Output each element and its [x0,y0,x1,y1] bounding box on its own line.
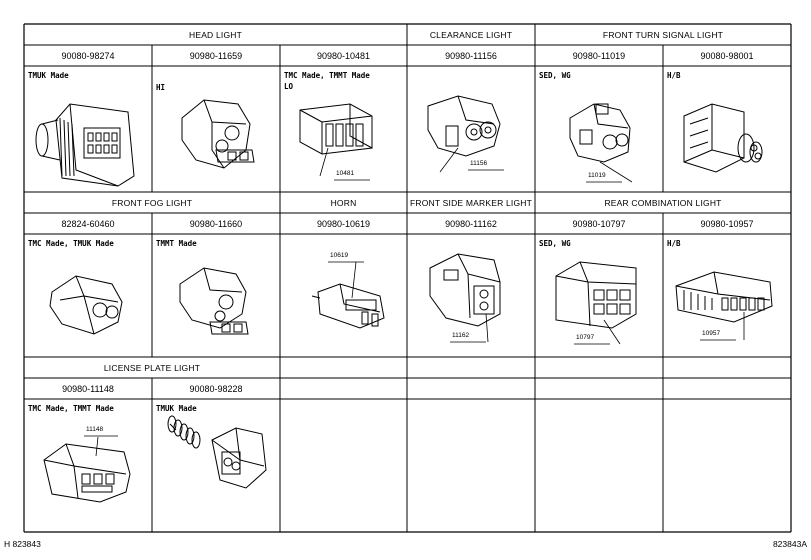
section-header [663,357,791,378]
connector-90980-11660 [180,268,248,334]
callout-code: 10957 [702,330,721,337]
part-number [663,378,791,399]
part-number: 90980-11019 [572,50,626,61]
part-callout [328,262,364,298]
variant-note: HI [156,83,166,92]
section-header: FRONT SIDE MARKER LIGHT [409,197,533,208]
connector-90080-98228 [168,416,266,488]
connector-90980-10619 [312,284,384,328]
variant-note: TMUK Made [28,71,69,80]
callout-code: 10481 [336,170,355,177]
connector-90080-98001 [684,104,762,172]
part-callout [84,436,118,456]
section-header: HEAD LIGHT [188,29,242,40]
variant-note: SED, WG [539,71,571,80]
part-number: 90980-10797 [572,218,626,229]
part-number [280,378,407,399]
section-header [407,357,535,378]
part-number [535,378,663,399]
footer-left-code: H 823843 [4,539,41,549]
variant-note: TMC Made, TMUK Made [28,239,114,248]
connector-90980-11162 [430,254,500,326]
connector-90980-11148 [44,444,130,502]
callout-code: 11162 [452,332,470,339]
part-number: 90980-10957 [700,218,754,229]
part-number: 90980-11148 [62,383,114,394]
connector-90980-11156 [428,96,500,156]
part-number [407,378,535,399]
part-number: 90980-10481 [316,50,371,61]
callout-code: 11148 [86,426,104,433]
variant-note: TMMT Made [156,239,197,248]
variant-note: TMUK Made [156,404,197,413]
callout-code: 10797 [576,334,595,341]
connector-90980-11659 [182,100,254,168]
callout-code: 11156 [470,160,488,167]
variant-note: H/B [667,239,681,248]
variant-note: TMC Made, TMMT Made [284,71,370,80]
part-number: 90980-11162 [445,218,497,229]
part-number: 90980-11659 [189,50,243,61]
part-number: 90080-98274 [61,50,115,61]
footer-right-code: 823843A [772,539,807,549]
connector-90980-10481 [300,104,372,154]
part-number: 90080-98001 [700,50,754,61]
variant-note: TMC Made, TMMT Made [28,404,114,413]
section-header: FRONT TURN SIGNAL LIGHT [602,29,724,40]
callout-code: 11019 [588,172,606,179]
variant-note: H/B [667,71,681,80]
section-header [535,357,663,378]
section-header: LICENSE PLATE LIGHT [103,362,201,373]
connector-82824-60460 [50,276,122,334]
part-number: 82824-60460 [61,218,115,229]
connector-90980-10797 [556,262,636,328]
variant-note: LO [284,82,294,91]
part-number: 90980-11660 [189,218,243,229]
section-header: HORN [330,197,357,208]
part-number: 90980-10619 [316,218,371,229]
connector-90980-10957 [676,272,772,322]
section-header [280,357,407,378]
part-number: 90080-98228 [189,383,243,394]
part-number: 90980-11156 [445,50,497,61]
section-header: CLEARANCE LIGHT [429,29,513,40]
connector-90980-11019 [570,104,630,162]
section-header: FRONT FOG LIGHT [111,197,193,208]
section-header: REAR COMBINATION LIGHT [604,197,722,208]
variant-note: SED, WG [539,239,571,248]
connector-90080-98274 [36,104,134,186]
callout-code: 10619 [330,252,349,259]
